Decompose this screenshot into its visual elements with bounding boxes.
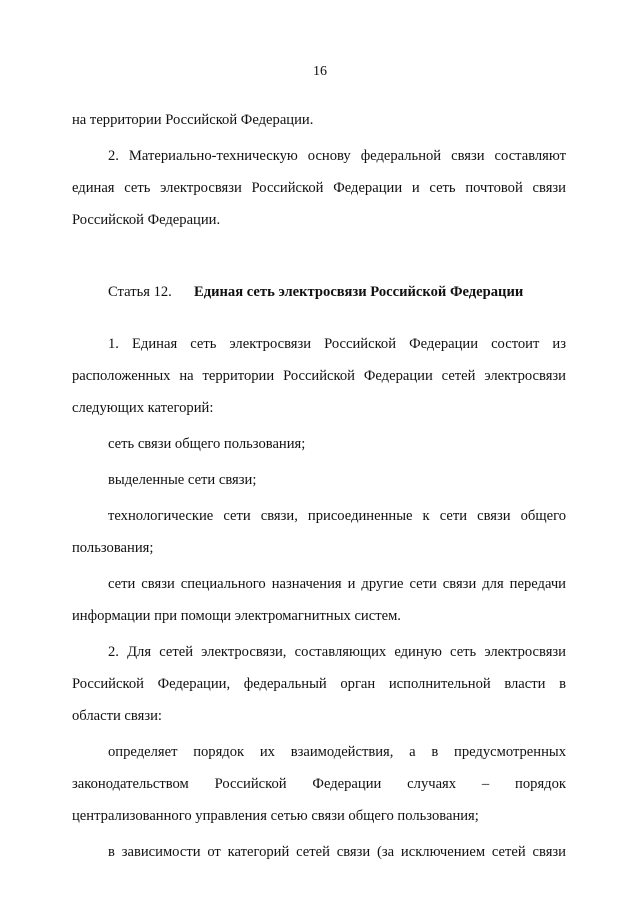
paragraph-article-item-2 [72,636,566,732]
paragraph-article-item-1 [72,328,566,424]
text-line: расположенных на территории Российской Федерации сетей электросвязи [72,368,566,384]
paragraph-continuation [72,104,566,136]
text-line: сети связи специального назначения и другие сети связи для передачи [108,576,566,592]
document-body [72,104,566,868]
paragraph-item-2 [72,140,566,236]
text-line: Российской Федерации, федеральный орган исполнительной власти в [72,676,566,692]
text-line: 2. Для сетей электросвязи, составляющих единую сеть электросвязи [108,644,566,660]
list-item-dedicated-networks [72,464,566,496]
list-item-network-categories [72,836,566,868]
list-item-interaction-order [72,736,566,832]
text-line: определяет порядок их взаимодействия, а в предусмотренных [108,744,566,760]
text-line: следующих категорий: [72,400,214,416]
list-item-technological-networks [72,500,566,564]
text-line: выделенные сети связи; [108,472,257,488]
article-number: Статья 12. [108,284,172,300]
text-line: информации при помощи электромагнитных систем. [72,608,401,624]
text-line: в зависимости от категорий сетей связи (за исключением сетей связи [108,844,566,860]
text-line: 1. Единая сеть электросвязи Российской Федерации состоит из [108,336,566,352]
text-line: пользования; [72,540,154,556]
text-line: сеть связи общего пользования; [108,436,306,452]
article-title: Единая сеть электросвязи Российской Федерации [194,284,524,300]
text-line: 2. Материально-техническую основу федеральной связи составляют [108,148,566,164]
text-line: Российской Федерации. [72,212,221,228]
text-line: единая сеть электросвязи Российской Федерации и сеть почтовой связи [72,180,566,196]
text-line: области связи: [72,708,162,724]
list-item-public-network [72,428,566,460]
list-item-special-networks [72,568,566,632]
page-number: 16 [313,64,327,79]
article-heading [72,276,566,308]
text-line: технологические сети связи, присоединенные к сети связи общего [108,508,566,524]
text-line: на территории Российской Федерации. [72,112,314,128]
text-line: централизованного управления сетью связи общего пользования; [72,808,479,824]
text-line: законодательством Российской Федерации случаях – порядок [72,776,566,792]
